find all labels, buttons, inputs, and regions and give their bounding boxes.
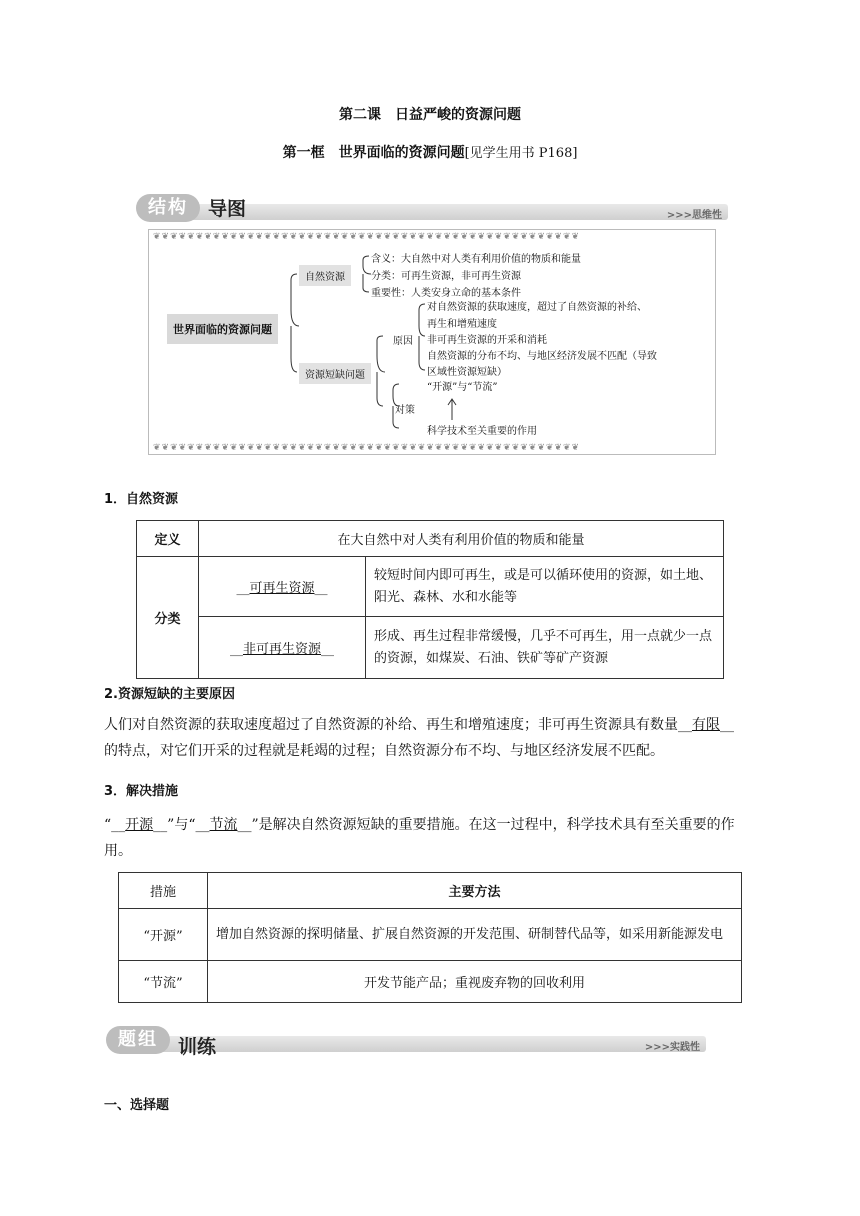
measures-table [118, 872, 742, 1003]
renewable-row [137, 557, 724, 617]
shortage-node: 资源短缺问题 [299, 363, 371, 384]
cause-5: 区域性资源短缺） [427, 367, 507, 378]
renewable-description: 较短时间内即可再生，或是可以循环使用的资源，如土地、阳光、森林、水和水能等 [366, 557, 724, 617]
quote-mid: ”与“ [167, 817, 196, 833]
definition-label: 定义 [137, 521, 199, 557]
natural-item-1: 含义：大自然中对人类有利用价值的物质和能量 [371, 254, 581, 265]
banner-pill: 结构 [136, 194, 200, 222]
definition-row [137, 521, 724, 557]
cause-2: 再生和增殖速度 [427, 319, 497, 330]
jieliu-row [119, 961, 742, 1003]
jieliu-label: “节流” [119, 961, 208, 1003]
kaiyuan-row [119, 909, 742, 961]
kaiyuan-text: 增加自然资源的探明储量、扩展自然资源的开发范围、研制替代品等，如采用新能源发电 [208, 909, 742, 961]
section-4-heading: 一、选择题 [104, 1098, 170, 1113]
root-node: 世界面临的资源问题 [167, 314, 278, 344]
nonrenewable-answer: 非可再生资源 [242, 642, 321, 657]
nonrenewable-cell: __非可再生资源__ [199, 617, 366, 679]
quote-open: “ [104, 817, 112, 833]
decorative-border-bottom: ❦❦❦❦❦❦❦❦❦❦❦❦❦❦❦❦❦❦❦❦❦❦❦❦❦❦❦❦❦❦❦❦❦❦❦❦❦❦❦❦❦❦❦❦❦❦❦❦❦❦ [153, 443, 581, 453]
classification-label: 分类 [137, 557, 199, 679]
practice-banner [106, 1026, 706, 1060]
frame-ref: [见学生用书 P168] [464, 146, 578, 161]
measure-top: “开源”与“节流” [427, 382, 498, 393]
banner-pill: 题组 [106, 1026, 170, 1054]
measures-header-row [119, 873, 742, 909]
renewable-answer: 可再生资源 [249, 581, 315, 596]
banner-bar [166, 204, 728, 220]
renewable-cell: __可再生资源__ [199, 557, 366, 617]
concept-map [148, 229, 716, 455]
section-2-paragraph: 人们对自然资源的获取速度超过了自然资源的补给、再生和增殖速度；非可再生资源具有数量__有限__的特点，对它们开采的过程就是耗竭的过程；自然资源分布不均、与地区经济发展不匹配。 [104, 717, 734, 759]
section-2-heading: 2.资源短缺的主要原因 [104, 687, 235, 702]
measure-bottom: 科学技术至关重要的作用 [427, 426, 537, 437]
kaiyuan-label: “开源” [119, 909, 208, 961]
section-2-text-b: 的特点，对它们开采的过程就是耗竭的过程；自然资源分布不均、与地区经济发展不匹配。 [104, 743, 664, 759]
structure-banner [136, 194, 728, 228]
frame-title-text: 第一框 世界面临的资源问题 [282, 145, 465, 161]
section-1-heading: 1．自然资源 [104, 492, 179, 507]
natural-item-2: 分类：可再生资源，非可再生资源 [371, 271, 521, 282]
kaiyuan-answer: 开源 [125, 817, 154, 833]
section-3-heading: 3．解决措施 [104, 784, 179, 799]
measures-col-1: 措施 [119, 873, 208, 909]
measures-col-2: 主要方法 [208, 873, 742, 909]
cause-4: 自然资源的分布不均、与地区经济发展不匹配（导致 [427, 351, 657, 362]
cause-label: 原因 [393, 336, 413, 347]
cause-1: 对自然资源的获取速度，超过了自然资源的补给、 [427, 302, 647, 313]
nonrenewable-description: 形成、再生过程非常缓慢，几乎不可再生，用一点就少一点的资源，如煤炭、石油、铁矿等矿产资源 [366, 617, 724, 679]
section-3-paragraph: “__开源__”与“__节流__”是解决自然资源短缺的重要措施。在这一过程中，科学技术具有至关重要的作用。 [104, 817, 735, 859]
frame-title [0, 142, 860, 162]
jieliu-answer: 节流 [209, 817, 238, 833]
banner-tag: >>>实践性 [644, 1042, 700, 1053]
cause-3: 非可再生资源的开采和消耗 [427, 335, 547, 346]
banner-bar [136, 1036, 706, 1052]
lesson-title: 第二课 日益严峻的资源问题 [339, 107, 521, 123]
banner-title: 训练 [178, 1036, 217, 1058]
natural-item-3: 重要性：人类安身立命的基本条件 [371, 288, 521, 299]
natural-resources-node: 自然资源 [299, 265, 351, 286]
measure-label: 对策 [395, 405, 415, 416]
banner-tag: >>>思维性 [666, 210, 722, 221]
section-2-text-a: 人们对自然资源的获取速度超过了自然资源的补给、再生和增殖速度；非可再生资源具有数量 [104, 717, 678, 733]
nonrenewable-row [137, 617, 724, 679]
section-3-text: ”是解决自然资源短缺的重要措施。在这一过程中，科学技术具有至关重要的作用。 [104, 817, 735, 859]
jieliu-text: 开发节能产品；重视废弃物的回收利用 [208, 961, 742, 1003]
definition-value: 在大自然中对人类有利用价值的物质和能量 [199, 521, 724, 557]
natural-resources-table [136, 520, 724, 679]
decorative-border-top: ❦❦❦❦❦❦❦❦❦❦❦❦❦❦❦❦❦❦❦❦❦❦❦❦❦❦❦❦❦❦❦❦❦❦❦❦❦❦❦❦❦❦❦❦❦❦❦❦❦❦ [153, 232, 581, 242]
banner-title: 导图 [208, 198, 247, 220]
limited-answer: 有限 [692, 717, 720, 733]
